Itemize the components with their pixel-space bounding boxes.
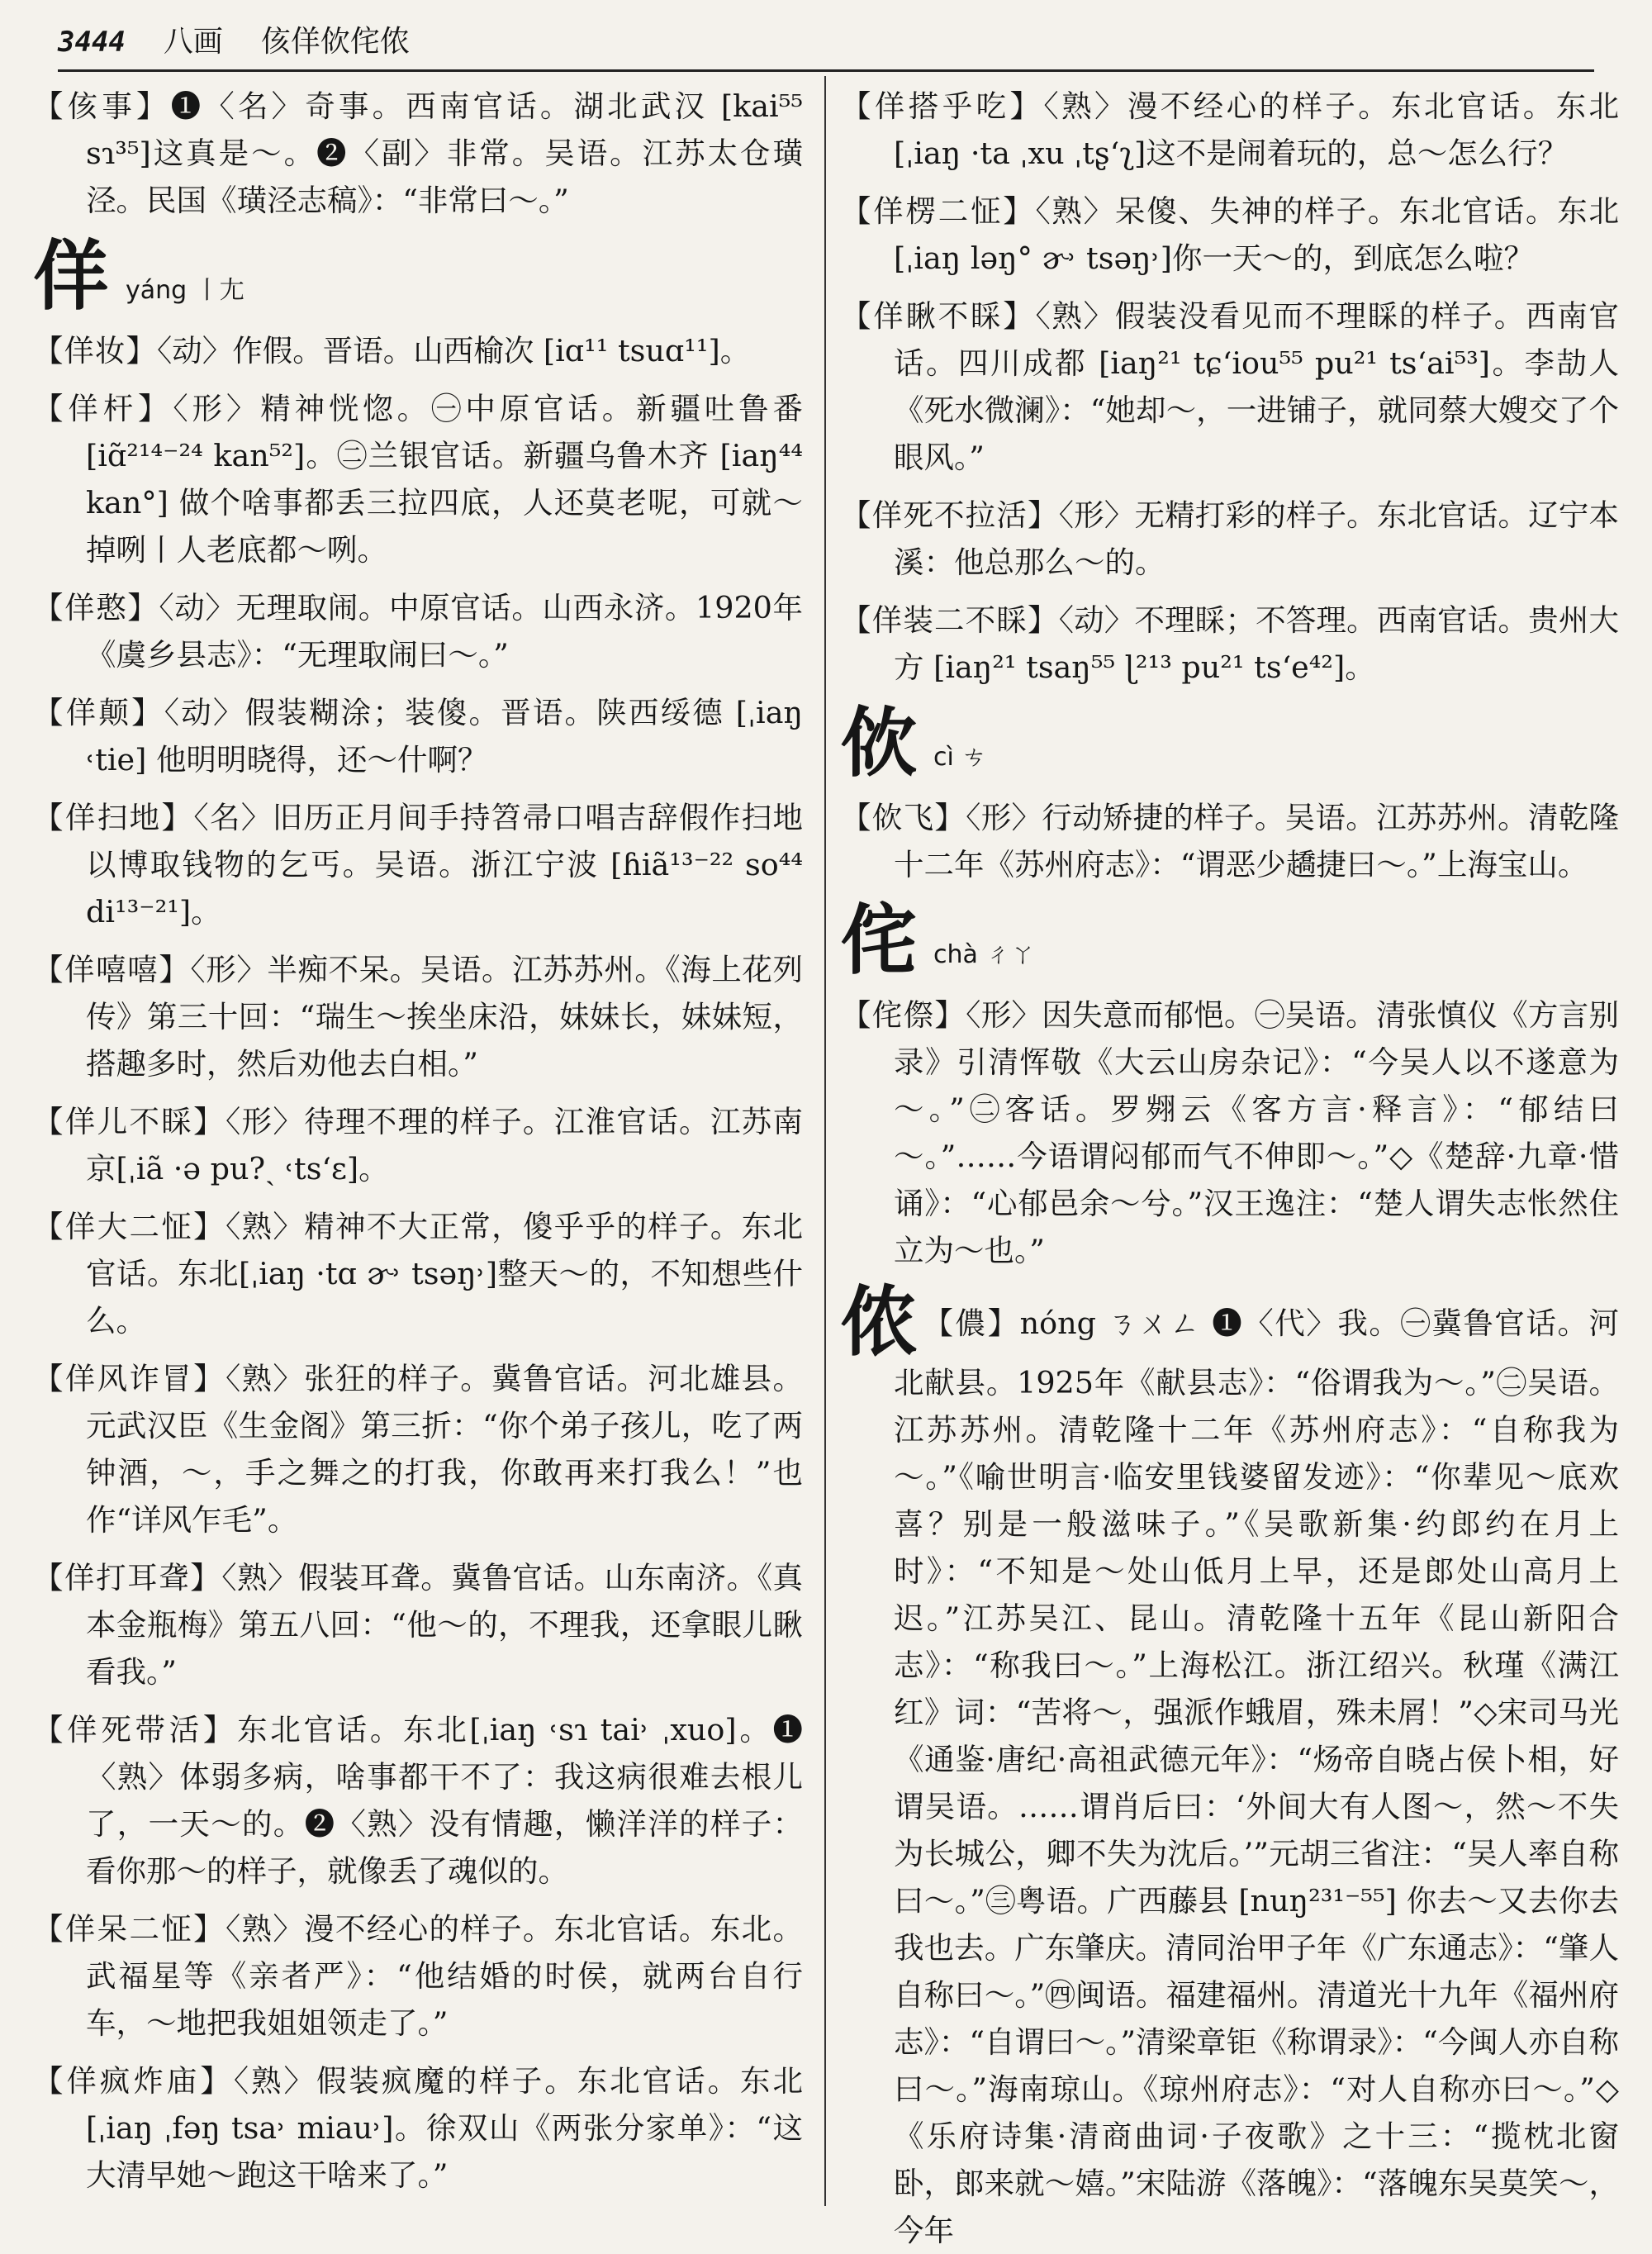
head-character-block bbox=[33, 231, 803, 321]
entry-term: 【佯瞅不睬】 bbox=[841, 298, 1036, 334]
entry-definition: ❶〈名〉奇事。西南官话。湖北武汉 [kai⁵⁵ sɿ³⁵]这真是～。❷〈副〉非常。吴语。江苏太仓璜泾。民国《璜泾志稿》：“非常曰～。” bbox=[86, 88, 803, 218]
head-character: 侘 bbox=[841, 896, 918, 985]
entry-definition: 〈形〉无精打彩的样子。东北官话。辽宁本溪：他总那么～的。 bbox=[894, 497, 1620, 580]
section-label: 八画 bbox=[163, 25, 223, 59]
entry-term: 【佯大二怔】 bbox=[33, 1209, 225, 1244]
entry-definition: 〈熟〉假装耳聋。冀鲁官话。山东南济。《真本金瓶梅》第五八回：“他～的，不理我，还拿眼儿瞅看我。” bbox=[86, 1560, 804, 1690]
entry-term: 【佯嘻嘻】 bbox=[33, 952, 191, 987]
entry-definition: 〈熟〉漫不经心的样子。东北官话。东北。武福星等《亲者严》：“他结婚的时侯，就两台自行车，～地把我姐姐领走了。” bbox=[86, 1911, 803, 2041]
entry-definition: 〈形〉精神恍惚。㊀中原官话。新疆吐鲁番 [iɑ̃²¹⁴⁻²⁴ kan⁵²]。㊁兰银官话。新疆乌鲁木齐 [iaŋ⁴⁴ kan°] 做个啥事都丢三拉四底，人还莫老呢，可就～掉咧丨人老底都～咧。 bbox=[86, 391, 804, 568]
dictionary-entry bbox=[33, 1203, 803, 1344]
entry-definition: nóng ㄋㄨㄥ ❶〈代〉我。㊀冀鲁官话。河北献县。1925年《献县志》：“俗谓我为～。”㊁吴语。江苏苏州。清乾隆十二年《苏州府志》：“自称我为～。”《喻世明言·临安里钱婆留发迹》：“你辈见～底欢喜？别是一般滋味子。”《吴歌新集·约郎约在月上时》：“不知是～处山低月上早，还是郎处山高月上迟。”江苏吴江、昆山。清乾隆十五年《昆山新阳合志》：“称我曰～。”上海松江。浙江绍兴。秋瑾《满江红》词：“苦将～，强派作蛾眉，殊未屑！”◇宋司马光《通鉴·唐纪·高祖武德元年》：“炀帝自晓占侯卜相，好谓吴语。……谓肖后曰：‘外间大有人图～，然～不失为长城公，卿不失为沈后。’”元胡三省注：“吴人率自称曰～。”㊂粤语。广西藤县 [nuŋ²³¹⁻⁵⁵] 你去～又去你去我也去。广东肇庆。清同治甲子年《广东通志》：“肇人自称曰～。”㊃闽语。福建福州。清道光十九年《福州府志》：“自谓曰～。”清梁章钜《称谓录》：“今闽人亦自称曰～。”海南琼山。《琼州府志》：“对人自称亦曰～。”◇《乐府诗集·清商曲词·子夜歌》之十三：“揽枕北窗卧，郎来就～嬉。”宋陆游《落魄》：“落魄东吴莫笑～，今年 bbox=[894, 1305, 1619, 2248]
dictionary-entry bbox=[33, 584, 803, 678]
dictionary-entry bbox=[841, 597, 1619, 691]
right-column bbox=[841, 83, 1620, 2248]
entry-term: 【佯儿不睬】 bbox=[33, 1104, 225, 1139]
entry-definition: 东北官话。东北[ˌiaŋ ˓sɿ tai˒ ˌxuo]。❶〈熟〉体弱多病，啥事都干不了：我这病很难去根儿了，一天～的。❷〈熟〉没有情趣，懒洋洋的样子：看你那～的样子，就像丢了魂似的。 bbox=[86, 1712, 804, 1889]
entry-definition: 〈熟〉漫不经心的样子。东北官话。东北[ˌiaŋ ·ta ˌxu ˌtʂ‘ʅ]这不是闹着玩的，总～怎么行？ bbox=[894, 88, 1620, 171]
entry-term: 【佯搭乎吃】 bbox=[841, 88, 1044, 124]
entry-term: 【佯打耳聋】 bbox=[33, 1560, 222, 1595]
entry-definition: 〈熟〉假装没看见而不理睬的样子。西南官话。四川成都 [iaŋ²¹ tɕ‘iou⁵⁵ pu²¹ ts‘ai⁵³]。李劼人《死水微澜》：“她却～，一进铺子，就同蔡大嫂交了个眼风。” bbox=[894, 298, 1619, 475]
head-character: 佽 bbox=[841, 698, 918, 787]
dictionary-entry bbox=[841, 991, 1619, 1274]
entry-term: 【佯扫地】 bbox=[33, 800, 194, 835]
dictionary-entry bbox=[33, 689, 803, 783]
entry-definition: 〈形〉因失意而郁悒。㊀吴语。清张慎仪《方言别录》引清恽敬《大云山房杂记》：“今吴人以不遂意为～。”㊁客话。罗翙云《客方言·释言》：“郁结曰～。”……今语谓闷郁而气不伸即～。”◇《楚辞·九章·惜诵》：“心郁邑余～兮。”汉王逸注：“楚人谓失志怅然住立为～也。” bbox=[894, 997, 1620, 1268]
entry-definition: 〈名〉旧历正月间手持笤帚口唱吉辞假作扫地以博取钱物的乞丐。吴语。浙江宁波 [ɦiã¹³⁻²² so⁴⁴ di¹³⁻²¹]。 bbox=[86, 800, 804, 930]
dictionary-entry bbox=[33, 83, 803, 224]
entry-term: 【佯颠】 bbox=[33, 695, 164, 730]
header-rule bbox=[58, 69, 1594, 72]
entry-term: 【佯呆二怔】 bbox=[33, 1911, 225, 1947]
column-divider bbox=[824, 76, 826, 2206]
entry-definition: 〈形〉行动矫捷的样子。吴语。江苏苏州。清乾隆十二年《苏州府志》：“谓恶少趫捷曰～。”上海宝山。 bbox=[894, 800, 1620, 882]
entry-definition: 〈形〉待理不理的样子。江淮官话。江苏南京[ˌiã ·ə pu?ˎ ˓ts‘ɛ]。 bbox=[86, 1104, 803, 1186]
page-header bbox=[58, 18, 1594, 63]
entry-term: 【佯死不拉活】 bbox=[841, 497, 1059, 533]
page-number: 3444 bbox=[58, 26, 126, 59]
entry-definition: 〈熟〉张狂的样子。冀鲁官话。河北雄县。元武汉臣《生金阁》第三折：“你个弟子孩儿，吃了两钟酒，～，手之舞之的打我，你敢再来打我么！”也作“详风乍毛”。 bbox=[86, 1361, 803, 1538]
dictionary-entry bbox=[33, 1905, 803, 2047]
entry-term: 【侘傺】 bbox=[841, 997, 966, 1033]
dictionary-entry bbox=[841, 188, 1619, 282]
entry-definition: 〈动〉作假。晋语。山西榆次 [iɑ¹¹ tsuɑ¹¹]。 bbox=[157, 333, 751, 369]
entry-term: 【侅事】 bbox=[33, 88, 171, 124]
dictionary-entry bbox=[33, 385, 803, 573]
entry-term: 【佯楞二怔】 bbox=[841, 193, 1036, 229]
dictionary-entry bbox=[33, 327, 803, 374]
entry-definition: 〈熟〉假装疯魔的样子。东北官话。东北[ˌiaŋ ˌfəŋ tsa˒ miau˒]。徐双山《两张分家单》：“这大清早她～跑这干啥来了。” bbox=[86, 2063, 804, 2193]
entry-term: 【佯装二不睬】 bbox=[841, 602, 1059, 638]
dictionary-entry bbox=[33, 1706, 803, 1895]
dictionary-entry bbox=[33, 1098, 803, 1192]
dictionary-entry bbox=[33, 946, 803, 1087]
entry-term: 【佯死带活】 bbox=[33, 1712, 238, 1748]
entry-term: 【佯风诈冒】 bbox=[33, 1361, 225, 1396]
head-character: 侬 bbox=[841, 1277, 919, 1367]
dictionary-entry bbox=[33, 2057, 803, 2199]
head-character-block bbox=[841, 698, 1619, 787]
head-character: 佯 bbox=[33, 231, 110, 321]
dictionary-entry bbox=[841, 292, 1619, 481]
entry-term: 【佯妆】 bbox=[33, 333, 157, 369]
entry-term: 【儂】 bbox=[923, 1305, 1020, 1341]
head-pinyin: yáng 丨尢 bbox=[126, 276, 244, 305]
dictionary-entry bbox=[841, 1277, 1619, 2254]
head-character-block bbox=[841, 896, 1619, 985]
entry-term: 【佯杆】 bbox=[33, 391, 173, 426]
entry-definition: 〈动〉无理取闹。中原官话。山西永济。1920年《虞乡县志》：“无理取闹曰～。” bbox=[86, 590, 804, 673]
entry-definition: 〈动〉假装糊涂；装傻。晋语。陕西绥德 [ˌiaŋ ˓tie] 他明明晓得，还～什啊？ bbox=[86, 695, 804, 777]
entry-definition: 〈熟〉精神不大正常，傻乎乎的样子。东北官话。东北[ˌiaŋ ·tɑ ɚ˒ tsəŋ˒]整天～的，不知想些什么。 bbox=[86, 1209, 803, 1339]
dictionary-entry bbox=[33, 1355, 803, 1543]
dictionary-entry bbox=[841, 492, 1619, 586]
dictionary-entry bbox=[33, 794, 803, 935]
head-pinyin: chà ㄔㄚ bbox=[933, 940, 1036, 969]
dictionary-entry bbox=[841, 83, 1619, 177]
dictionary-entry bbox=[841, 794, 1619, 888]
entry-definition: 〈动〉不理睬；不答理。西南官话。贵州大方 [iaŋ²¹ tsaŋ⁵⁵ ɭ²¹³ pu²¹ ts‘e⁴²]。 bbox=[894, 602, 1620, 685]
dictionary-entry bbox=[33, 1554, 803, 1695]
entry-term: 【佽飞】 bbox=[841, 800, 966, 835]
entry-term: 【佯憨】 bbox=[33, 590, 159, 625]
left-column bbox=[33, 83, 803, 2206]
head-pinyin: cì ㄘ bbox=[933, 743, 987, 772]
entry-term: 【佯疯炸庙】 bbox=[33, 2063, 234, 2099]
entry-definition: 〈熟〉呆傻、失神的样子。东北官话。东北[ˌiaŋ ləŋ° ɚ˒ tsəŋ˒]你一天～的，到底怎么啦？ bbox=[894, 193, 1619, 276]
entry-definition: 〈形〉半痴不呆。吴语。江苏苏州。《海上花列传》第三十回：“瑞生～挨坐床沿，妹妹长，妹妹短，搭趣多时，然后劝他去白相。” bbox=[86, 952, 804, 1082]
header-chars: 侅佯佽侘侬 bbox=[260, 25, 410, 59]
